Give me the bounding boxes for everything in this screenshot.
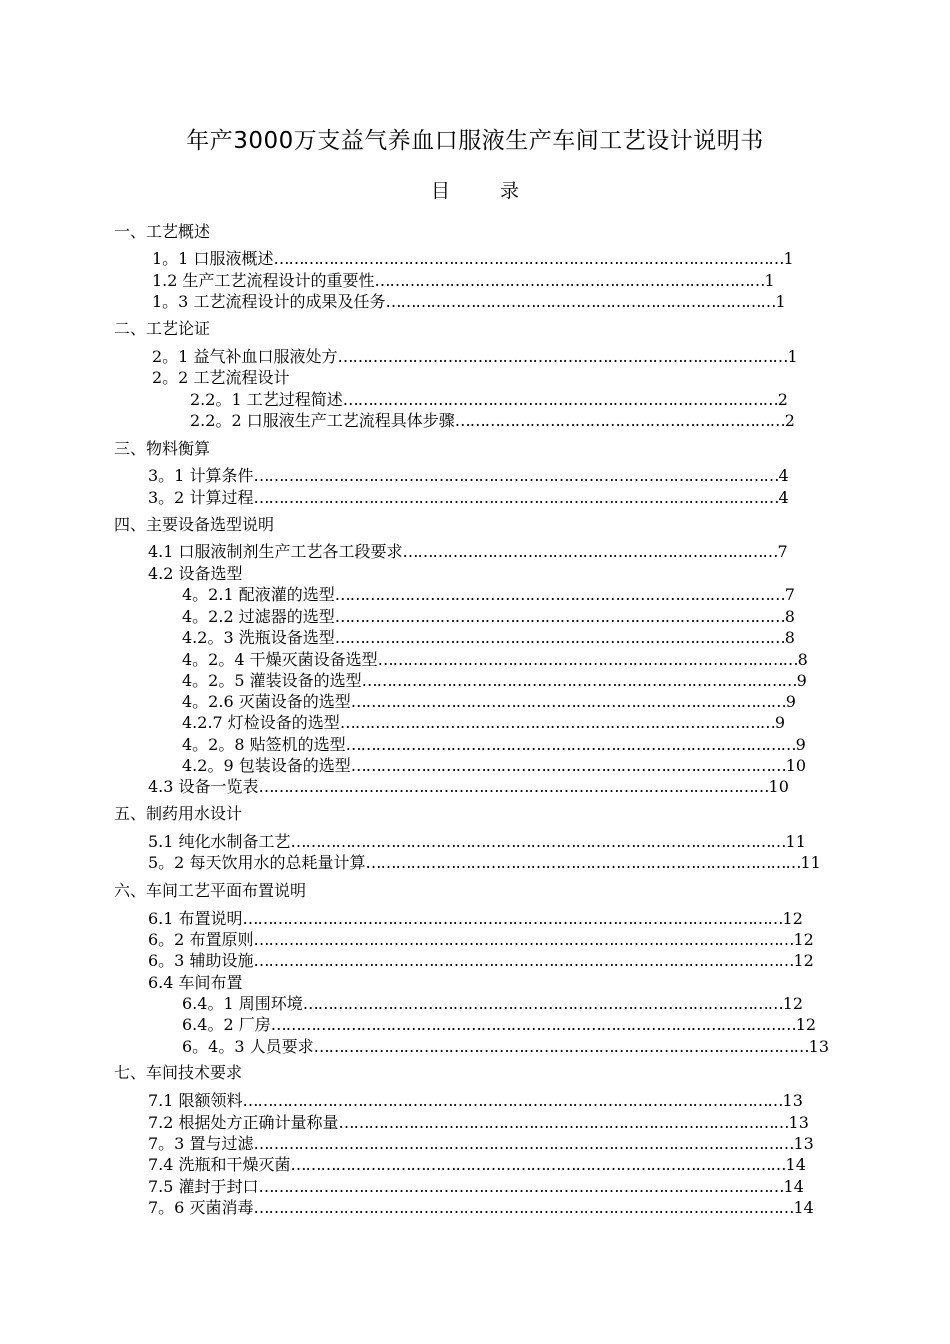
toc-entry <box>182 735 818 755</box>
toc-entry <box>148 930 822 950</box>
toc-entry <box>148 777 793 797</box>
toc-entry-label: 7.1 限额领料 <box>148 1091 243 1110</box>
toc-entry-label: 7.5 灌封于封口 <box>148 1177 259 1196</box>
toc-dot-leader: ……………………………………………………………………………………… <box>290 832 786 851</box>
toc-entry-label: 6.4 车间布置 <box>148 973 243 992</box>
toc-entry <box>148 542 789 562</box>
toc-entry <box>182 585 804 605</box>
toc-page-number: 8 <box>784 628 795 647</box>
toc-page-number: 14 <box>783 1177 804 1196</box>
toc-section-heading <box>114 804 242 824</box>
toc-entry <box>182 628 804 648</box>
toc-dot-leader: …………………………………………………………………………… <box>350 692 786 711</box>
toc-page-number: 9 <box>785 692 796 711</box>
toc-section-label: 二、工艺论证 <box>114 319 211 338</box>
toc-entry <box>148 951 822 971</box>
toc-entry-label: 4.1 口服液制剂生产工艺各工段要求 <box>148 542 403 561</box>
toc-page-number: 13 <box>808 1037 829 1056</box>
toc-page-number: 8 <box>784 607 795 626</box>
toc-section-heading <box>114 1063 242 1083</box>
toc-entry-label: 5。2 每天饮用水的总耗量计算 <box>148 853 366 872</box>
toc-page-number: 14 <box>785 1155 806 1174</box>
toc-page-number: 2 <box>784 411 795 430</box>
toc-entry <box>182 650 818 670</box>
toc-page-number: 4 <box>778 488 789 507</box>
toc-page-number: 9 <box>795 735 806 754</box>
toc-section-heading <box>114 439 210 459</box>
toc-entry-label: 4.2.7 灯检设备的选型 <box>182 713 340 732</box>
toc-page-number: 4 <box>778 466 789 485</box>
toc-section-heading <box>114 515 274 535</box>
toc-section-heading <box>114 881 306 901</box>
toc-entry-label: 7.2 根据处方正确计量称量 <box>148 1113 339 1132</box>
toc-entry <box>148 1091 812 1111</box>
toc-entry <box>182 994 817 1014</box>
toc-entry-label: 4。2。4 干燥灭菌设备选型 <box>182 650 378 669</box>
toc-dot-leader: …………………………………………………………………………… <box>361 671 797 690</box>
toc-entry <box>148 466 800 486</box>
toc-section-label: 五、制药用水设计 <box>114 804 243 823</box>
toc-dot-leader: ……………………………………………………………………………… <box>334 585 785 604</box>
toc-dot-leader: …………………………………………………………………………………………… <box>253 488 779 507</box>
toc-entry-label: 4.2。9 包装设备的选型 <box>182 756 351 775</box>
toc-page-number: 10 <box>785 756 807 775</box>
toc-page-number: 1 <box>787 347 798 366</box>
toc-dot-leader: ……………………………………………………………………………………………… <box>242 909 783 928</box>
toc-entry-label: 7.4 洗瓶和干燥灭菌 <box>148 1155 291 1174</box>
toc-dot-leader: …………………………………………………………………………………………… <box>270 1015 796 1034</box>
document-title: 年产3000万支益气养血口服液生产车间工艺设计说明书 <box>186 128 764 154</box>
toc-entry-label: 2。1 益气补血口服液处方 <box>152 347 338 366</box>
toc-entry-label: 1。1 口服液概述 <box>152 249 274 268</box>
toc-entry-label: 6.1 布置说明 <box>148 909 243 928</box>
toc-entry-label: 3。1 计算条件 <box>148 466 254 485</box>
toc-dot-leader: ……………………………………………………………………………………………… <box>242 1091 783 1110</box>
toc-entry-label: 4。2。5 灌装设备的选型 <box>182 671 362 690</box>
toc-page-number: 12 <box>793 930 814 949</box>
toc-entry-label: 4.2。3 洗瓶设备选型 <box>182 628 335 647</box>
toc-dot-leader: ……………………………………………………………………………………………… <box>253 1198 794 1217</box>
toc-entry <box>152 271 784 291</box>
toc-dot-leader: …………………………………………………………………………… <box>365 853 801 872</box>
toc-page-number: 1 <box>775 292 786 311</box>
toc-entry-label: 4.2 设备选型 <box>148 564 243 583</box>
toc-entry <box>190 390 800 410</box>
toc-entry <box>182 713 789 733</box>
toc-dot-leader: …………………………………………………………………………………………… <box>253 466 779 485</box>
toc-entry <box>182 756 812 776</box>
toc-entry <box>148 488 800 508</box>
toc-entry-label: 6。2 布置原则 <box>148 930 254 949</box>
toc-entry <box>152 368 289 388</box>
toc-dot-leader: ……………………………………………………………………………………… <box>313 1037 809 1056</box>
toc-entry <box>190 411 800 431</box>
toc-dot-leader: ……………………………………………………………………………… <box>334 607 785 626</box>
toc-dot-leader: ……………………………………………………………………………… <box>334 628 785 647</box>
toc-page-number: 12 <box>782 994 804 1013</box>
toc-entry-label: 4。2。8 贴签机的选型 <box>182 735 346 754</box>
toc-dot-leader: ……………………………………………………………………………… <box>338 1113 789 1132</box>
toc-page-number: 2 <box>777 390 788 409</box>
toc-dot-leader: ………………………………………………………… <box>454 411 785 430</box>
toc-page-number: 12 <box>793 951 814 970</box>
toc-entry <box>152 292 800 312</box>
toc-entry-label: 6.4。2 厂房 <box>182 1015 271 1034</box>
toc-entry-label: 6。3 辅助设施 <box>148 951 254 970</box>
toc-section-label: 一、工艺概述 <box>114 222 211 241</box>
toc-dot-leader: ………………………………………………………………………………………… <box>258 777 769 796</box>
toc-entry-label: 4。2.6 灭菌设备的选型 <box>182 692 351 711</box>
toc-section-label: 四、主要设备选型说明 <box>114 515 275 534</box>
toc-page-number: 1 <box>783 249 794 268</box>
toc-entry-label: 6.4。1 周围环境 <box>182 994 303 1013</box>
toc-page-number: 1 <box>764 271 775 290</box>
toc-page-number: 9 <box>774 713 785 732</box>
toc-entry <box>182 607 804 627</box>
toc-dot-leader: …………………………………………………………………………………………… <box>258 1177 784 1196</box>
toc-dot-leader: ………………………………………………………………………… <box>377 650 798 669</box>
toc-page-number: 13 <box>782 1091 803 1110</box>
toc-dot-leader: …………………………………………………………………… <box>385 292 776 311</box>
toc-entry <box>148 909 807 929</box>
toc-page-number: 8 <box>797 650 808 669</box>
toc-dot-leader: ………………………………………………………………… <box>402 542 778 561</box>
toc-dot-leader: …………………………………………………………………………… <box>339 713 775 732</box>
toc-entry-label: 3。2 计算过程 <box>148 488 254 507</box>
toc-entry-label: 7。3 置与过滤 <box>148 1134 254 1153</box>
toc-entry <box>182 671 818 691</box>
toc-section-label: 六、车间工艺平面布置说明 <box>114 881 307 900</box>
toc-entry <box>182 1037 832 1057</box>
toc-entry <box>148 1134 826 1154</box>
toc-section-heading <box>114 319 210 339</box>
toc-page-number: 13 <box>793 1134 814 1153</box>
toc-page-number: 11 <box>800 853 821 872</box>
toc-entry <box>148 973 243 993</box>
toc-page-number: 12 <box>782 909 803 928</box>
toc-entry <box>182 1015 817 1035</box>
toc-section-heading <box>114 222 210 242</box>
toc-entry-label: 5.1 纯化水制备工艺 <box>148 832 291 851</box>
toc-page-number: 7 <box>777 542 788 561</box>
toc-dot-leader: ……………………………………………………………………………………………… <box>253 951 794 970</box>
toc-dot-leader: …………………………………………………………………………… <box>350 756 786 775</box>
toc-dot-leader: ……………………………………………………………………………… <box>337 347 788 366</box>
toc-page-number: 13 <box>788 1113 809 1132</box>
toc-dot-leader: …………………………………………………………………………… <box>342 390 778 409</box>
toc-section-label: 七、车间技术要求 <box>114 1063 243 1082</box>
toc-dot-leader: …………………………………………………………………… <box>374 271 765 290</box>
toc-page-number: 10 <box>768 777 789 796</box>
toc-entry <box>152 249 800 269</box>
toc-page-number: 9 <box>796 671 807 690</box>
toc-page-number: 7 <box>784 585 795 604</box>
toc-entry-label: 6。4。3 人员要求 <box>182 1037 314 1056</box>
toc-dot-leader: ……………………………………………………………………………… <box>345 735 796 754</box>
toc-page-number: 11 <box>785 832 806 851</box>
toc-page-number: 12 <box>795 1015 817 1034</box>
toc-entry <box>152 347 800 367</box>
toc-entry-label: 2.2。2 口服液生产工艺流程具体步骤 <box>190 411 455 430</box>
toc-entry-label: 2。2 工艺流程设计 <box>152 368 290 387</box>
toc-entry <box>148 1177 812 1197</box>
toc-entry-label: 4。2.2 过滤器的选型 <box>182 607 335 626</box>
toc-dot-leader: …………………………………………………………………………………… <box>302 994 783 1013</box>
toc-entry <box>148 1113 812 1133</box>
toc-page-number: 14 <box>793 1198 814 1217</box>
toc-entry <box>148 1198 826 1218</box>
toc-entry <box>148 564 243 584</box>
toc-entry-label: 1.2 生产工艺流程设计的重要性 <box>152 271 375 290</box>
toc-entry-label: 4.3 设备一览表 <box>148 777 259 796</box>
toc-section-label: 三、物料衡算 <box>114 439 211 458</box>
toc-dot-leader: ……………………………………………………………………………………………… <box>253 930 794 949</box>
toc-entry <box>148 853 822 873</box>
toc-entry <box>148 1155 812 1175</box>
toc-entry <box>148 832 807 852</box>
toc-heading: 目 录 <box>430 180 542 202</box>
toc-entry-label: 2.2。1 工艺过程简述 <box>190 390 343 409</box>
toc-dot-leader: ………………………………………………………………………………………… <box>273 249 784 268</box>
toc-entry <box>182 692 804 712</box>
toc-entry-label: 1。3 工艺流程设计的成果及任务 <box>152 292 386 311</box>
toc-entry-label: 7。6 灭菌消毒 <box>148 1198 254 1217</box>
toc-entry-label: 4。2.1 配液灌的选型 <box>182 585 335 604</box>
toc-dot-leader: ……………………………………………………………………………………………… <box>253 1134 794 1153</box>
toc-dot-leader: ……………………………………………………………………………………… <box>290 1155 786 1174</box>
